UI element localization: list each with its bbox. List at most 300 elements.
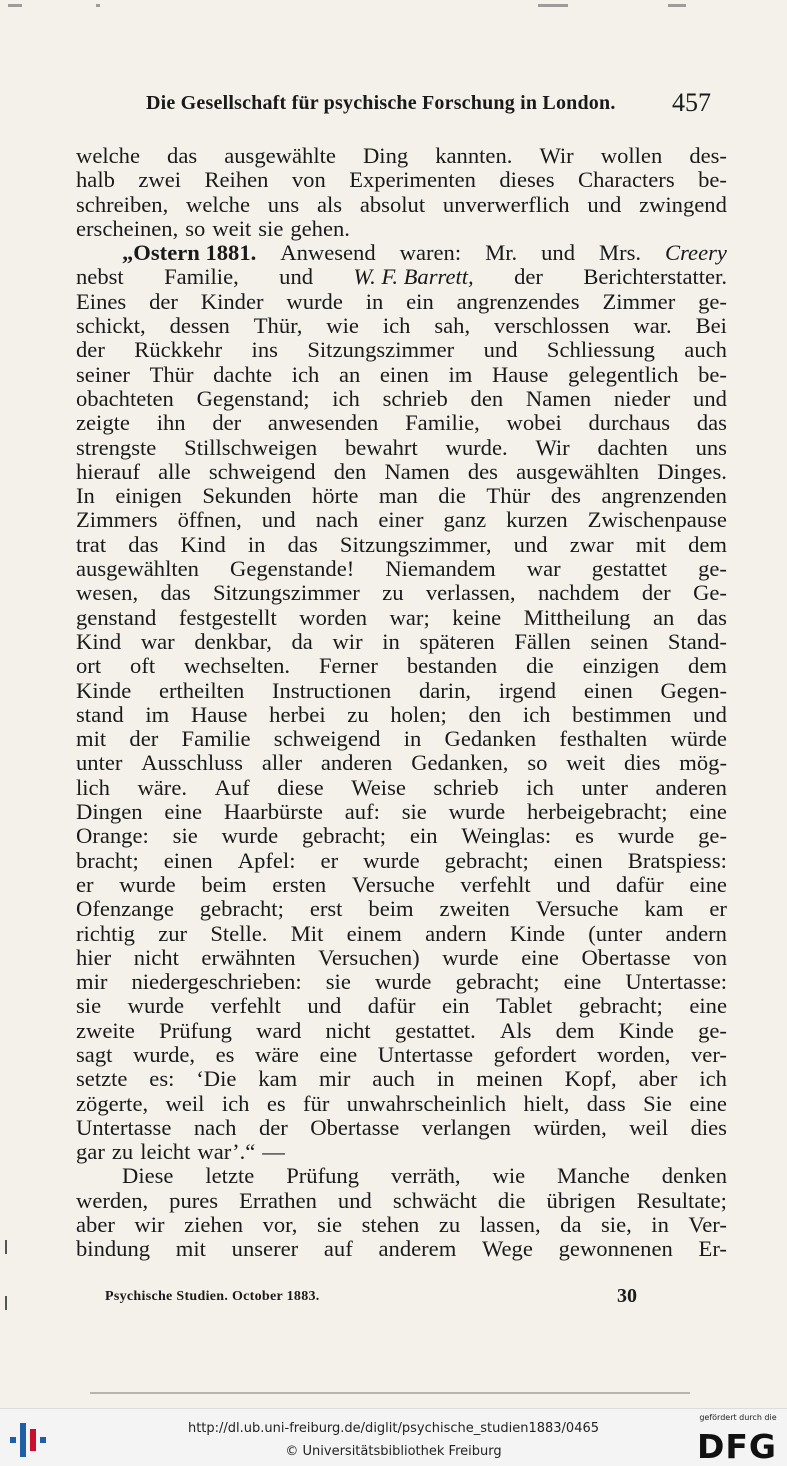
word: Zwischenpause bbox=[587, 507, 727, 533]
word: ganz bbox=[443, 507, 487, 533]
text-line bbox=[76, 849, 727, 873]
word: schickt, bbox=[76, 313, 146, 339]
word: gefordert bbox=[493, 1041, 577, 1067]
word: Stelle. bbox=[210, 920, 268, 946]
word: sie bbox=[258, 215, 284, 241]
text-line bbox=[76, 265, 727, 289]
word: zögerte, bbox=[76, 1090, 149, 1116]
word: wurde bbox=[363, 847, 420, 873]
word: Ausschluss bbox=[141, 750, 243, 776]
word: stehen bbox=[361, 1212, 420, 1238]
word: wäre. bbox=[137, 774, 187, 800]
word: Diese bbox=[122, 1163, 174, 1189]
word: nebst bbox=[76, 264, 124, 290]
text-line bbox=[76, 508, 727, 532]
word: war bbox=[526, 556, 561, 582]
word: so bbox=[527, 750, 548, 776]
word: ein bbox=[441, 993, 470, 1019]
word: schrieb bbox=[382, 385, 448, 411]
word: Versuche bbox=[351, 871, 435, 897]
word: nicht bbox=[133, 944, 179, 970]
word: als bbox=[316, 191, 343, 217]
word: das bbox=[696, 604, 727, 630]
word: er bbox=[709, 896, 727, 922]
text-line bbox=[76, 1140, 727, 1164]
word: dafür bbox=[367, 993, 416, 1019]
word: wurde bbox=[286, 288, 343, 314]
word: Bei bbox=[695, 313, 727, 339]
word: dem bbox=[555, 1017, 595, 1043]
word: anderen bbox=[320, 750, 393, 776]
text-line bbox=[76, 873, 727, 897]
word: Prüfung bbox=[286, 1163, 360, 1189]
word: das bbox=[287, 531, 318, 557]
word: der bbox=[129, 726, 159, 752]
word: gestattet bbox=[591, 556, 668, 582]
word: Kind bbox=[180, 531, 226, 557]
word: war’.“ bbox=[197, 1139, 256, 1165]
word: eine bbox=[164, 799, 202, 825]
word: bindung bbox=[76, 1236, 151, 1262]
word: wurde bbox=[448, 799, 506, 825]
page-footer bbox=[0, 1285, 787, 1311]
journal-signature: Psychische Studien. October 1883. bbox=[105, 1289, 320, 1304]
word: den bbox=[470, 385, 504, 411]
word: auch bbox=[684, 337, 727, 363]
text-line bbox=[76, 290, 727, 314]
text-line bbox=[76, 1019, 727, 1043]
word: Kinde bbox=[509, 920, 566, 946]
word: darin, bbox=[418, 677, 472, 703]
word: Sie bbox=[643, 1090, 672, 1116]
word: Obertasse bbox=[581, 944, 671, 970]
word: wurde. bbox=[445, 434, 508, 460]
text-line bbox=[76, 484, 727, 508]
word: einzigen bbox=[582, 653, 660, 679]
word: und bbox=[279, 264, 314, 290]
word: wollen bbox=[600, 143, 663, 168]
word: sie bbox=[316, 1212, 343, 1238]
word: einen bbox=[553, 847, 603, 873]
word: Ge- bbox=[693, 580, 727, 606]
word: Versuche bbox=[535, 896, 619, 922]
text-line bbox=[76, 1189, 727, 1213]
word: das bbox=[167, 143, 198, 168]
word: aber bbox=[638, 1066, 678, 1092]
word: Versuchen) bbox=[318, 944, 420, 970]
word: setzte bbox=[76, 1066, 128, 1092]
word: sah, bbox=[434, 313, 471, 339]
word: Obertasse bbox=[310, 1114, 400, 1140]
word: welche bbox=[186, 191, 250, 217]
word: Weinglas: bbox=[461, 823, 552, 849]
word: die bbox=[438, 483, 466, 509]
word: ge- bbox=[698, 288, 727, 314]
word: Untertasse bbox=[377, 1041, 474, 1067]
word: verlassen, bbox=[425, 580, 516, 606]
word: und bbox=[483, 337, 518, 363]
word: eine bbox=[521, 944, 559, 970]
word: Prüfung bbox=[159, 1017, 232, 1043]
word: aller bbox=[261, 750, 302, 776]
word: Stillschweigen bbox=[184, 434, 318, 460]
word: ver- bbox=[691, 1041, 727, 1067]
word: das bbox=[160, 580, 191, 606]
word: Mr. bbox=[485, 240, 518, 266]
word: verschlossen bbox=[494, 313, 610, 339]
word: Namen bbox=[525, 385, 592, 411]
word: ausgewählten bbox=[516, 458, 640, 484]
word: des bbox=[550, 483, 581, 509]
word: andern bbox=[425, 920, 487, 946]
word: öffnen, bbox=[177, 507, 242, 533]
text-line bbox=[76, 217, 727, 241]
word: Als bbox=[500, 1017, 532, 1043]
word: Wege bbox=[482, 1236, 533, 1262]
word: Anwesend bbox=[280, 240, 376, 266]
word: und bbox=[261, 507, 296, 533]
word: oft bbox=[130, 653, 156, 679]
word: Untertasse bbox=[76, 1114, 172, 1140]
word: Stand- bbox=[667, 628, 727, 654]
word: eine bbox=[563, 969, 602, 995]
word: sie bbox=[325, 969, 351, 995]
word: mög- bbox=[679, 750, 727, 776]
text-line bbox=[76, 314, 727, 338]
word: — bbox=[262, 1139, 285, 1165]
word: zu bbox=[111, 1139, 134, 1165]
word: bewahrt bbox=[344, 434, 418, 460]
word: sie bbox=[172, 823, 198, 849]
word: hörte bbox=[311, 483, 359, 509]
word: war. bbox=[633, 313, 672, 339]
text-line bbox=[76, 1043, 727, 1067]
word: schrieb bbox=[433, 774, 499, 800]
word: mit bbox=[76, 726, 107, 752]
text-line bbox=[76, 751, 727, 775]
word: halb bbox=[76, 167, 115, 193]
word: waren: bbox=[399, 240, 462, 266]
word: einigen bbox=[115, 483, 182, 509]
word: wurde bbox=[442, 944, 499, 970]
word: Creery bbox=[665, 240, 727, 266]
text-line bbox=[76, 581, 727, 605]
word: späteren bbox=[419, 628, 495, 654]
word: zeigte bbox=[76, 410, 130, 436]
word: Gedanken, bbox=[411, 750, 509, 776]
text-line bbox=[76, 193, 727, 217]
word: Familie bbox=[181, 726, 251, 752]
viewer-footer-bar bbox=[0, 1408, 787, 1466]
word: einen bbox=[379, 361, 429, 387]
word: Berichterstatter. bbox=[583, 264, 727, 290]
text-line bbox=[76, 897, 727, 921]
word: würden, bbox=[533, 1114, 607, 1140]
word: er bbox=[320, 847, 339, 873]
word: Thür, bbox=[253, 313, 303, 339]
text-line bbox=[76, 557, 727, 581]
word: dass bbox=[586, 1090, 626, 1116]
text-line bbox=[76, 727, 727, 751]
dfg-logo bbox=[693, 1413, 783, 1466]
word: die bbox=[526, 653, 554, 679]
word: gebracht; bbox=[444, 847, 529, 873]
text-line bbox=[76, 1116, 727, 1140]
word: der bbox=[212, 410, 242, 436]
word: herbei bbox=[269, 701, 326, 727]
text-line bbox=[76, 1213, 727, 1237]
word: verräth, bbox=[390, 1163, 461, 1189]
word: ich bbox=[526, 774, 554, 800]
word: leicht bbox=[140, 1139, 191, 1165]
word: wechselten. bbox=[184, 653, 291, 679]
word: wir bbox=[134, 1212, 165, 1238]
word: sagt bbox=[76, 1041, 113, 1067]
word: angrenzendes bbox=[456, 288, 580, 314]
word: ersten bbox=[272, 871, 327, 897]
word: be- bbox=[698, 167, 727, 193]
word: nach bbox=[193, 1114, 237, 1140]
word: ‘Die bbox=[196, 1066, 237, 1092]
word: Dingen bbox=[76, 799, 143, 825]
word: Resultate; bbox=[636, 1187, 727, 1213]
word: eine bbox=[689, 1090, 727, 1116]
word: unter bbox=[581, 774, 628, 800]
text-line bbox=[76, 630, 727, 654]
word: gebracht; bbox=[455, 969, 540, 995]
word: ich bbox=[291, 361, 320, 387]
word: wurde bbox=[127, 993, 185, 1019]
word: Mittheilung bbox=[523, 604, 631, 630]
word: nieder bbox=[613, 385, 671, 411]
word: gar bbox=[76, 1139, 105, 1165]
word: uns bbox=[267, 191, 300, 217]
word: Rückkehr bbox=[134, 337, 223, 363]
word: da bbox=[560, 1212, 582, 1238]
word: zu bbox=[438, 1212, 461, 1238]
word: sie bbox=[76, 993, 102, 1019]
word: zwingend bbox=[639, 191, 727, 217]
word: gehen. bbox=[290, 215, 350, 241]
word: gelegentlich bbox=[568, 361, 679, 387]
word: man bbox=[378, 483, 418, 509]
word: Haarbürste bbox=[223, 799, 323, 825]
word: herbeigebracht; bbox=[526, 799, 668, 825]
word: Characters bbox=[578, 167, 675, 193]
text-line bbox=[76, 922, 727, 946]
word: der bbox=[258, 1114, 288, 1140]
word: be- bbox=[698, 361, 727, 387]
word: Hause bbox=[190, 701, 248, 727]
word: verfehlt bbox=[210, 993, 281, 1019]
source-url-link[interactable]: http://dl.ub.uni-freiburg.de/diglit/psychische_studien1883/0465 bbox=[187, 1421, 600, 1436]
text-line bbox=[76, 533, 727, 557]
word: wobei bbox=[506, 410, 562, 436]
body-text bbox=[76, 144, 727, 1262]
word: kam bbox=[258, 1066, 298, 1092]
word: dessen bbox=[169, 313, 230, 339]
word: schweigend bbox=[273, 726, 381, 752]
word: obachteten bbox=[76, 385, 174, 411]
word: „Ostern 1881. bbox=[122, 240, 257, 266]
word: Kinde bbox=[76, 677, 132, 703]
word: kannten. bbox=[435, 143, 513, 168]
word: Ding bbox=[362, 143, 409, 168]
word: Familie, bbox=[164, 264, 239, 290]
word: lich bbox=[76, 774, 110, 800]
word: übrigen bbox=[546, 1187, 616, 1213]
word: wäre bbox=[255, 1041, 299, 1067]
word: festgestellt bbox=[178, 604, 277, 630]
word: nicht bbox=[325, 1017, 371, 1043]
text-line bbox=[76, 994, 727, 1018]
word: wurde bbox=[374, 969, 432, 995]
word: Ferner bbox=[318, 653, 378, 679]
text-line bbox=[76, 168, 727, 192]
word: war bbox=[140, 628, 175, 654]
word: festhalten bbox=[559, 726, 648, 752]
word: bracht; bbox=[76, 847, 139, 873]
word: verfehlt bbox=[460, 871, 531, 897]
word: ziehen bbox=[184, 1212, 244, 1238]
word: ich bbox=[332, 385, 360, 411]
word: zweite bbox=[76, 1017, 135, 1043]
word: kam bbox=[644, 896, 684, 922]
word: an bbox=[338, 361, 361, 387]
word: unserer bbox=[231, 1236, 299, 1262]
word: beim bbox=[201, 871, 247, 897]
word: im bbox=[145, 701, 170, 727]
word: lassen, bbox=[479, 1212, 541, 1238]
word: stand bbox=[76, 701, 124, 727]
word: vor, bbox=[262, 1212, 298, 1238]
word: zu bbox=[347, 701, 369, 727]
word: sie, bbox=[601, 1212, 632, 1238]
word: Mrs. bbox=[598, 240, 642, 266]
word: unwahrscheinlich bbox=[346, 1090, 507, 1116]
word: alle bbox=[158, 458, 191, 484]
word: Hause bbox=[491, 361, 549, 387]
word: Instructionen bbox=[272, 677, 392, 703]
word: Sitzungszimmer, bbox=[339, 531, 492, 557]
word: ein bbox=[406, 288, 434, 314]
word: Manche bbox=[557, 1163, 630, 1189]
word: Kinder bbox=[200, 288, 264, 314]
word: Namen bbox=[384, 458, 450, 484]
word: beim bbox=[368, 896, 414, 922]
word: Er- bbox=[698, 1236, 727, 1262]
word: absolut bbox=[359, 191, 426, 217]
margin-mark bbox=[5, 1296, 7, 1310]
scan-mark bbox=[96, 4, 100, 7]
word: ge- bbox=[698, 1017, 727, 1043]
word: seinen bbox=[590, 628, 649, 654]
word: und bbox=[541, 240, 575, 266]
word: Bratspiess: bbox=[627, 847, 727, 873]
word: In bbox=[76, 483, 95, 509]
scan-mark bbox=[538, 4, 568, 7]
word: und bbox=[337, 1187, 372, 1213]
word: gewonnenen bbox=[558, 1236, 673, 1262]
word: würde bbox=[670, 726, 727, 752]
word: für bbox=[303, 1090, 330, 1116]
word: Wir bbox=[535, 434, 570, 460]
word: ins bbox=[251, 337, 278, 363]
word: Reihen bbox=[204, 167, 269, 193]
word: mit bbox=[175, 1236, 206, 1262]
word: (unter bbox=[588, 920, 643, 946]
word: ich bbox=[221, 1090, 250, 1116]
word: er bbox=[76, 871, 94, 897]
word: Errathen bbox=[239, 1187, 317, 1213]
word: hierauf bbox=[76, 458, 140, 484]
word: im bbox=[448, 361, 473, 387]
word: aber bbox=[76, 1212, 115, 1238]
word: Mit bbox=[290, 920, 324, 946]
word: sie bbox=[401, 799, 427, 825]
text-line bbox=[76, 411, 727, 435]
word: der bbox=[514, 264, 543, 290]
text-line bbox=[76, 460, 727, 484]
word: dem bbox=[688, 531, 727, 557]
word: Ofenzange bbox=[76, 896, 174, 922]
word: Gedanken bbox=[444, 726, 537, 752]
word: Wir bbox=[539, 143, 574, 168]
word: Thür bbox=[149, 361, 194, 387]
word: von bbox=[291, 167, 326, 193]
word: der bbox=[149, 288, 178, 314]
word: mit bbox=[635, 531, 666, 557]
text-line bbox=[76, 387, 727, 411]
word: einer bbox=[378, 507, 424, 533]
word: Niemandem bbox=[385, 556, 496, 582]
word: genstand bbox=[76, 604, 157, 630]
word: pures bbox=[169, 1187, 219, 1213]
word: in bbox=[247, 531, 266, 557]
word: es bbox=[266, 1090, 286, 1116]
word: wesen, bbox=[76, 580, 139, 606]
text-line bbox=[76, 800, 727, 824]
scan-mark bbox=[668, 4, 686, 7]
word: und bbox=[556, 871, 591, 897]
running-title: Die Gesellschaft für psychische Forschung in London. bbox=[146, 92, 616, 114]
word: durchaus bbox=[588, 410, 671, 436]
word: erscheinen, bbox=[76, 215, 179, 241]
word: den bbox=[333, 458, 367, 484]
word: gebracht; bbox=[301, 823, 387, 849]
word: und bbox=[693, 701, 727, 727]
word: Fällen bbox=[514, 628, 571, 654]
word: gestattet. bbox=[394, 1017, 476, 1043]
word: den bbox=[468, 701, 502, 727]
word: eine bbox=[319, 1041, 358, 1067]
word: auf bbox=[323, 1236, 353, 1262]
word: ge- bbox=[698, 556, 727, 582]
word: ich bbox=[382, 313, 411, 339]
word: dies bbox=[624, 750, 661, 776]
word: hielt, bbox=[523, 1090, 570, 1116]
word: Gegen- bbox=[660, 677, 727, 703]
text-line bbox=[76, 606, 727, 630]
word: Untertasse: bbox=[625, 969, 727, 995]
text-line bbox=[76, 970, 727, 994]
text-line bbox=[76, 703, 727, 727]
word: schweigend bbox=[208, 458, 316, 484]
word: mir bbox=[76, 969, 108, 995]
word: Sekunden bbox=[202, 483, 292, 509]
word: keine bbox=[452, 604, 502, 630]
word: eine bbox=[689, 993, 727, 1019]
